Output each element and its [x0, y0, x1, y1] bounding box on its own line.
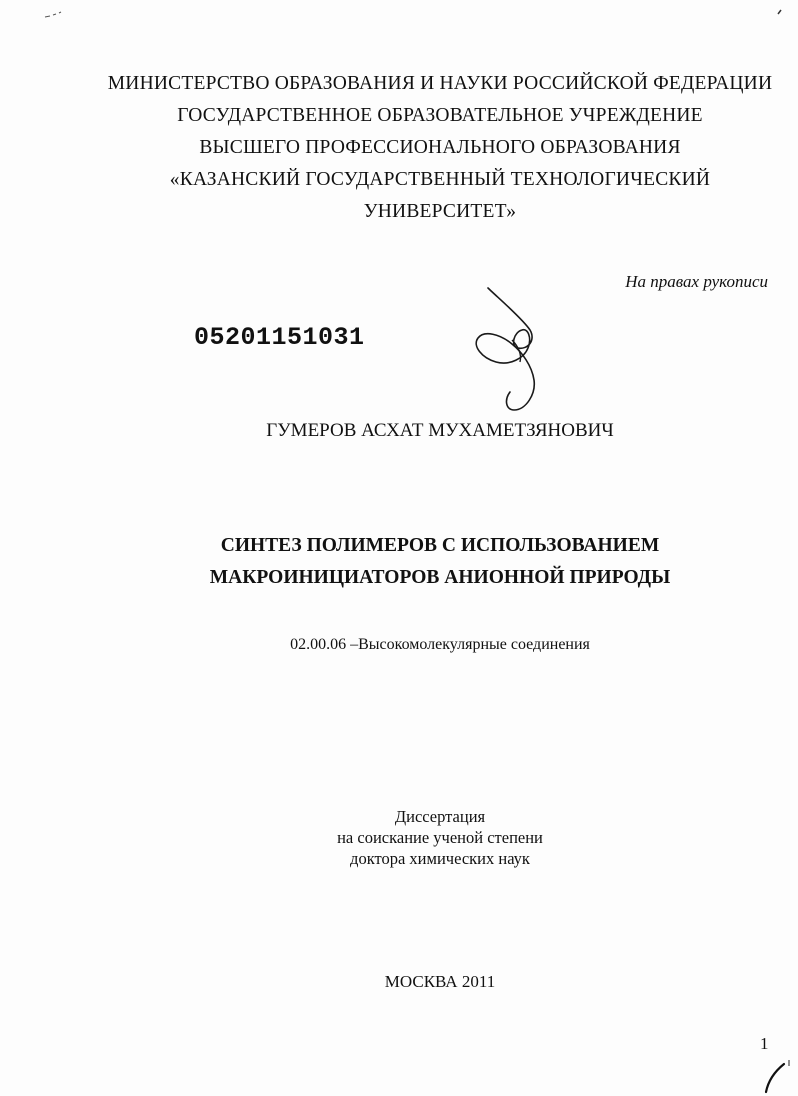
degree-statement — [0, 806, 798, 869]
degree-line: на соискание ученой степени — [337, 828, 543, 847]
scan-mark-bottom-right — [762, 1056, 792, 1094]
author-name: ГУМЕРОВ АСХАТ МУХАМЕТЗЯНОВИЧ — [266, 420, 614, 441]
scan-mark-top-left — [44, 10, 64, 20]
manuscript-note: На правах рукописи — [625, 272, 768, 291]
dissertation-title — [0, 530, 798, 594]
signature-icon — [466, 284, 556, 418]
city-year: МОСКВА 2011 — [384, 972, 496, 991]
degree-line: Диссертация — [394, 807, 486, 826]
header-line: ВЫСШЕГО ПРОФЕССИОНАЛЬНОГО ОБРАЗОВАНИЯ — [199, 137, 681, 158]
header-line: ГОСУДАРСТВЕННОЕ ОБРАЗОВАТЕЛЬНОЕ УЧРЕЖДЕНИЕ — [177, 105, 703, 126]
header-line: УНИВЕРСИТЕТ» — [363, 201, 517, 222]
institution-header — [0, 68, 798, 228]
title-line: СИНТЕЗ ПОЛИМЕРОВ С ИСПОЛЬЗОВАНИЕМ — [220, 535, 660, 556]
title-line: МАКРОИНИЦИАТОРОВ АНИОННОЙ ПРИРОДЫ — [209, 567, 671, 588]
scan-mark-top-right — [776, 8, 784, 16]
header-line: «КАЗАНСКИЙ ГОСУДАРСТВЕННЫЙ ТЕХНОЛОГИЧЕСКИЙ — [169, 169, 711, 190]
serial-number: 05201151031 — [194, 323, 365, 352]
page-number: 1 — [760, 1034, 769, 1053]
specialty-code: 02.00.06 –Высокомолекулярные соединения — [290, 636, 590, 653]
degree-line: доктора химических наук — [350, 849, 530, 868]
header-line: МИНИСТЕРСТВО ОБРАЗОВАНИЯ И НАУКИ РОССИЙСКОЙ ФЕДЕРАЦИИ — [107, 73, 773, 94]
